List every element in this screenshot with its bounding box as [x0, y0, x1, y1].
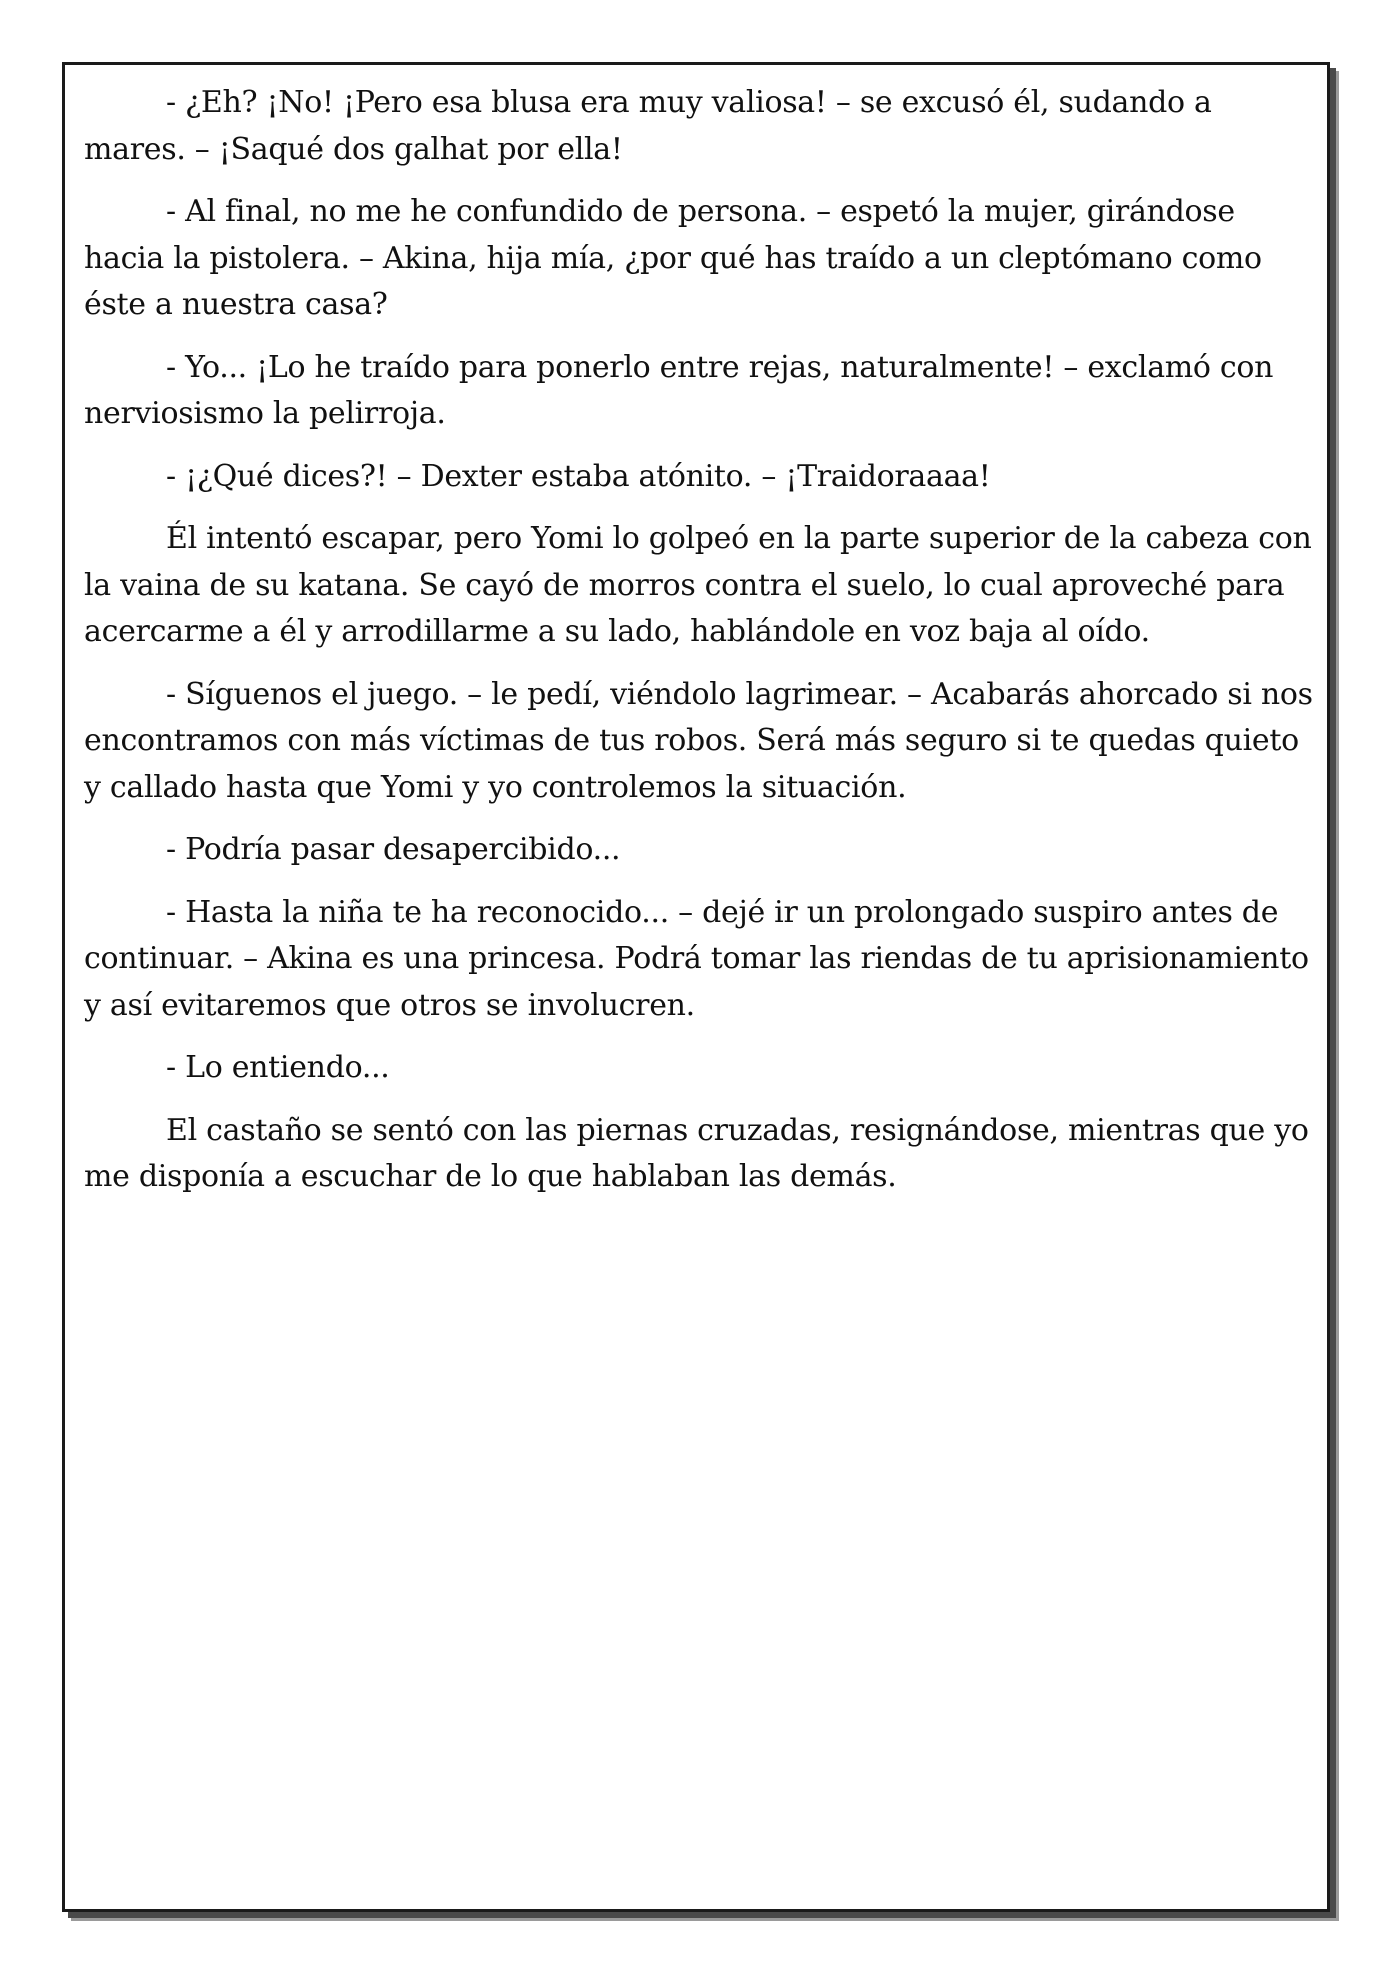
document-body [84, 80, 1314, 1217]
paragraph: - Al final, no me he confundido de persona. – espetó la mujer, girándose hacia la pistolera. – Akina, hija mía, ¿por qué has traído a un cleptómano como éste a nuestra casa? [84, 194, 1262, 322]
paragraph: - Yo... ¡Lo he traído para ponerlo entre rejas, naturalmente! – exclamó con nerviosismo la pelirroja. [84, 349, 1274, 431]
paragraph: Él intentó escapar, pero Yomi lo golpeó en la parte superior de la cabeza con la vaina de su katana. Se cayó de morros contra el suelo, lo cual aproveché para acercarme a él y arrodillarme a su lado, hablándole en voz baja al oído. [84, 521, 1312, 649]
paragraph: - ¡¿Qué dices?! – Dexter estaba atónito. – ¡Traidoraaaa! [166, 458, 991, 494]
paragraph: El castaño se sentó con las piernas cruzadas, resignándose, mientras que yo me disponía a escuchar de lo que hablaban las demás. [84, 1112, 1309, 1194]
paragraph: - Síguenos el juego. – le pedí, viéndolo lagrimear. – Acabarás ahorcado si nos encontramos con más víctimas de tus robos. Será más seguro si te quedas quieto y callado hasta que Yomi y yo controlemos la situación. [84, 676, 1313, 805]
paragraph: - Hasta la niña te ha reconocido... – dejé ir un prolongado suspiro antes de continuar. – Akina es una princesa. Podrá tomar las riendas de tu aprisionamiento y así evitaremos que otros se involucren. [84, 894, 1309, 1023]
paragraph: - Lo entiendo... [166, 1050, 390, 1085]
paragraph: - Podría pasar desapercibido... [166, 832, 621, 867]
paragraph: - ¿Eh? ¡No! ¡Pero esa blusa era muy valiosa! – se excusó él, sudando a mares. – ¡Saqué dos galhat por ella! [84, 85, 1212, 167]
